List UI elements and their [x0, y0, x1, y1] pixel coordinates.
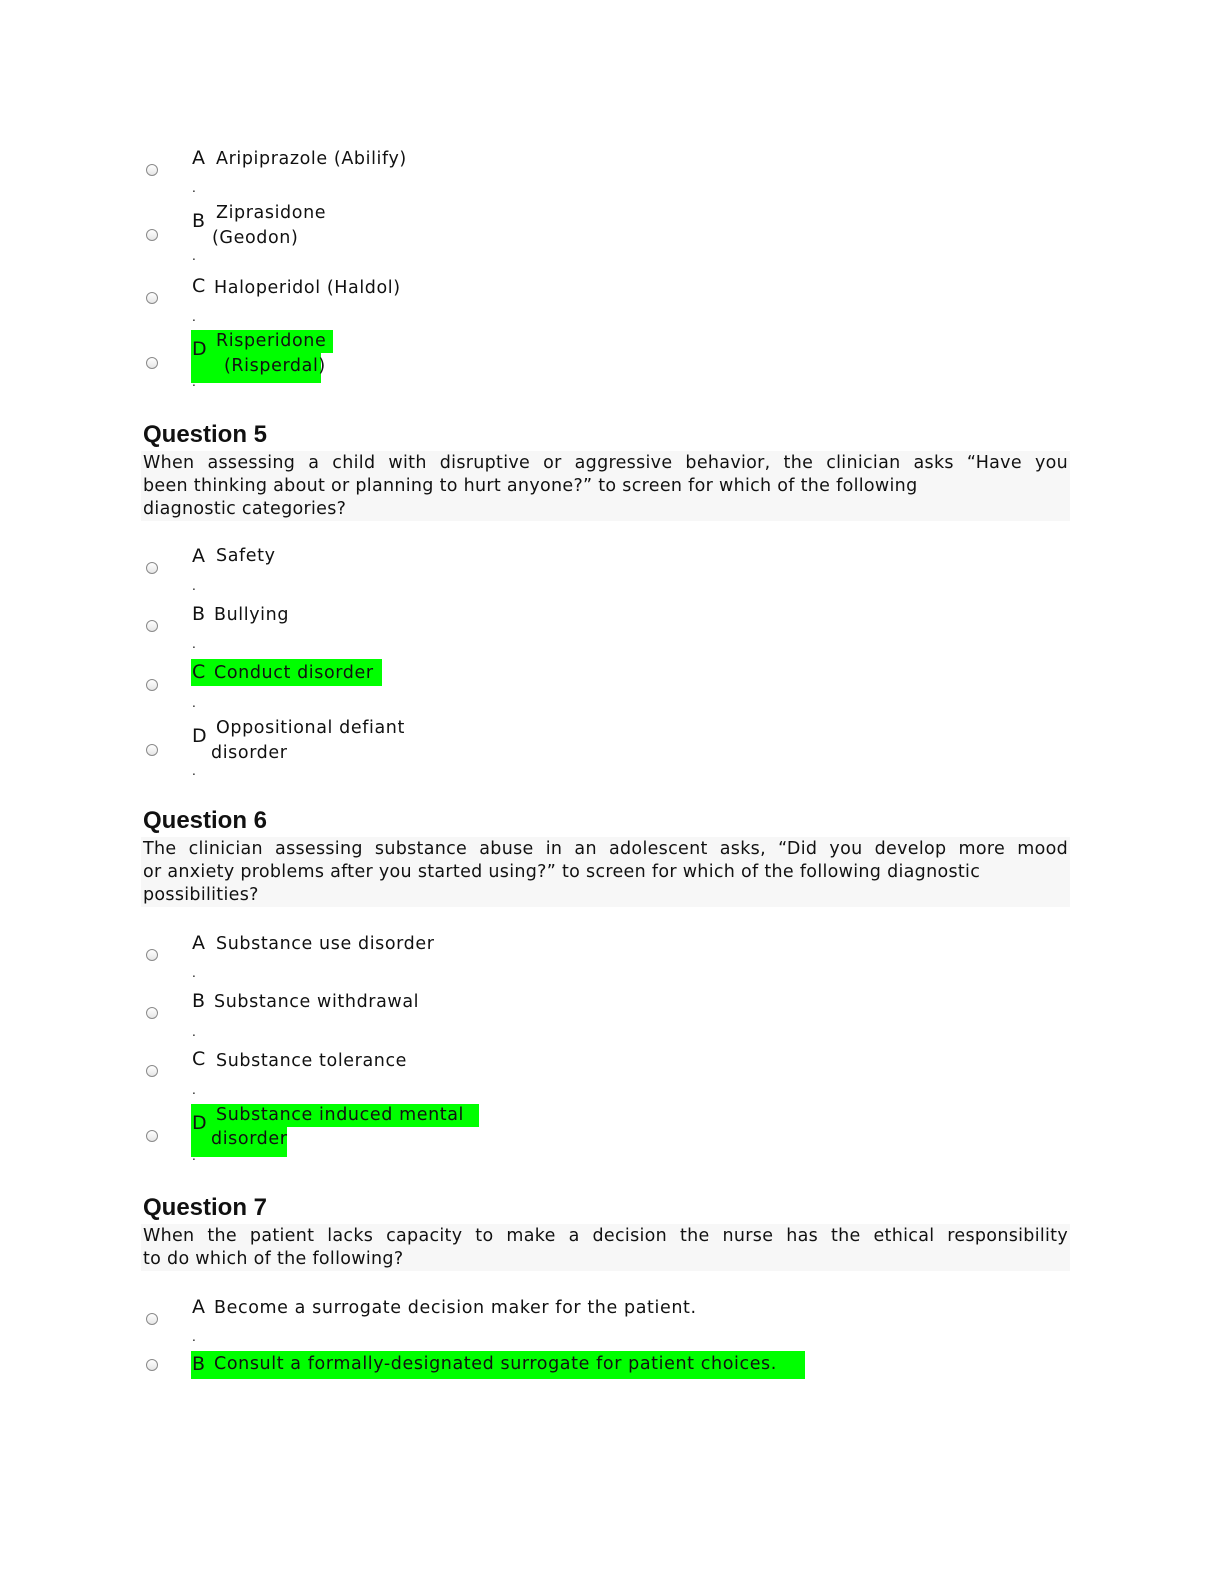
option-separator: . [192, 637, 196, 651]
option-text-q4-b-line2[interactable]: (Geodon) [212, 228, 299, 248]
option-text-q6-d-line1[interactable]: Substance induced mental [216, 1105, 465, 1125]
question-text-line: The clinician assessing substance abuse in an adolescent asks, “Did you develop more mood [143, 839, 1068, 859]
option-letter-q5-c: C [192, 661, 206, 683]
option-letter-q5-a: A [192, 545, 205, 567]
option-letter-q7-b: B [192, 1353, 206, 1375]
question-text-line: been thinking about or planning to hurt anyone?” to screen for which of the following [143, 476, 918, 496]
option-text-q4-a[interactable]: Aripiprazole (Abilify) [216, 149, 407, 169]
question-text [141, 1224, 1070, 1271]
option-separator: . [192, 375, 196, 389]
radio-q5-b[interactable] [146, 620, 158, 632]
radio-q4-c[interactable] [146, 292, 158, 304]
option-text-q6-c[interactable]: Substance tolerance [216, 1051, 408, 1071]
radio-q5-d[interactable] [146, 744, 158, 756]
radio-q7-b[interactable] [146, 1359, 158, 1371]
option-letter-q6-b: B [192, 990, 206, 1012]
option-separator: . [192, 249, 196, 263]
radio-q7-a[interactable] [146, 1313, 158, 1325]
option-separator: . [192, 579, 196, 593]
option-text-q6-a[interactable]: Substance use disorder [216, 934, 435, 954]
option-text-q5-d-line2[interactable]: disorder [211, 743, 288, 763]
question-text-line: to do which of the following? [143, 1249, 404, 1269]
option-letter-q6-a: A [192, 932, 205, 954]
question-text-line: When the patient lacks capacity to make a decision the nurse has the ethical responsibility [143, 1226, 1068, 1246]
question-title: Question 6 [143, 807, 268, 834]
question-title: Question 5 [143, 421, 268, 448]
question-text-line: or anxiety problems after you started using?” to screen for which of the following diagnostic [143, 862, 981, 882]
option-separator: . [192, 1149, 196, 1163]
radio-q6-b[interactable] [146, 1007, 158, 1019]
radio-q4-b[interactable] [146, 229, 158, 241]
option-separator: . [192, 966, 196, 980]
question-text-line: diagnostic categories? [143, 499, 347, 519]
option-text-q5-c[interactable]: Conduct disorder [214, 663, 374, 683]
radio-q6-d[interactable] [146, 1130, 158, 1142]
option-letter-q4-b: B [192, 210, 206, 232]
option-text-q7-a[interactable]: Become a surrogate decision maker for the patient. [214, 1298, 697, 1318]
radio-q5-c[interactable] [146, 679, 158, 691]
option-text-q5-d-line1[interactable]: Oppositional defiant [216, 718, 405, 738]
radio-q5-a[interactable] [146, 562, 158, 574]
option-text-q4-c[interactable]: Haloperidol (Haldol) [214, 278, 401, 298]
option-separator: . [192, 764, 196, 778]
option-letter-q5-d: D [192, 725, 207, 747]
option-separator: . [192, 181, 196, 195]
option-letter-q4-d: D [192, 338, 207, 360]
option-separator: . [192, 696, 196, 710]
option-text-q7-b[interactable]: Consult a formally-designated surrogate for patient choices. [214, 1354, 777, 1374]
question-text [141, 451, 1070, 521]
option-letter-q5-b: B [192, 603, 206, 625]
radio-q6-a[interactable] [146, 949, 158, 961]
option-letter-q6-c: C [192, 1048, 206, 1070]
option-text-q4-b-line1[interactable]: Ziprasidone [216, 203, 327, 223]
question-text-line: When assessing a child with disruptive or aggressive behavior, the clinician asks “Have you [143, 453, 1068, 473]
radio-q6-c[interactable] [146, 1065, 158, 1077]
option-letter-q7-a: A [192, 1296, 205, 1318]
option-text-q6-d-line2[interactable]: disorder [211, 1129, 288, 1149]
option-letter-q4-c: C [192, 275, 206, 297]
radio-q4-a[interactable] [146, 164, 158, 176]
option-text-q5-b[interactable]: Bullying [214, 605, 290, 625]
option-letter-q6-d: D [192, 1112, 207, 1134]
option-separator: . [192, 1330, 196, 1344]
option-text-q4-d-line1[interactable]: Risperidone [216, 331, 327, 351]
option-text-q4-d-line2[interactable]: (Risperdal) [224, 356, 326, 376]
question-text-line: possibilities? [143, 885, 259, 905]
question-title: Question 7 [143, 1194, 268, 1221]
option-separator: . [192, 1025, 196, 1039]
option-letter-q4-a: A [192, 147, 205, 169]
option-separator: . [192, 1083, 196, 1097]
option-separator: . [192, 310, 196, 324]
option-text-q6-b[interactable]: Substance withdrawal [214, 992, 420, 1012]
question-text [141, 837, 1070, 907]
option-text-q5-a[interactable]: Safety [216, 546, 276, 566]
radio-q4-d[interactable] [146, 357, 158, 369]
